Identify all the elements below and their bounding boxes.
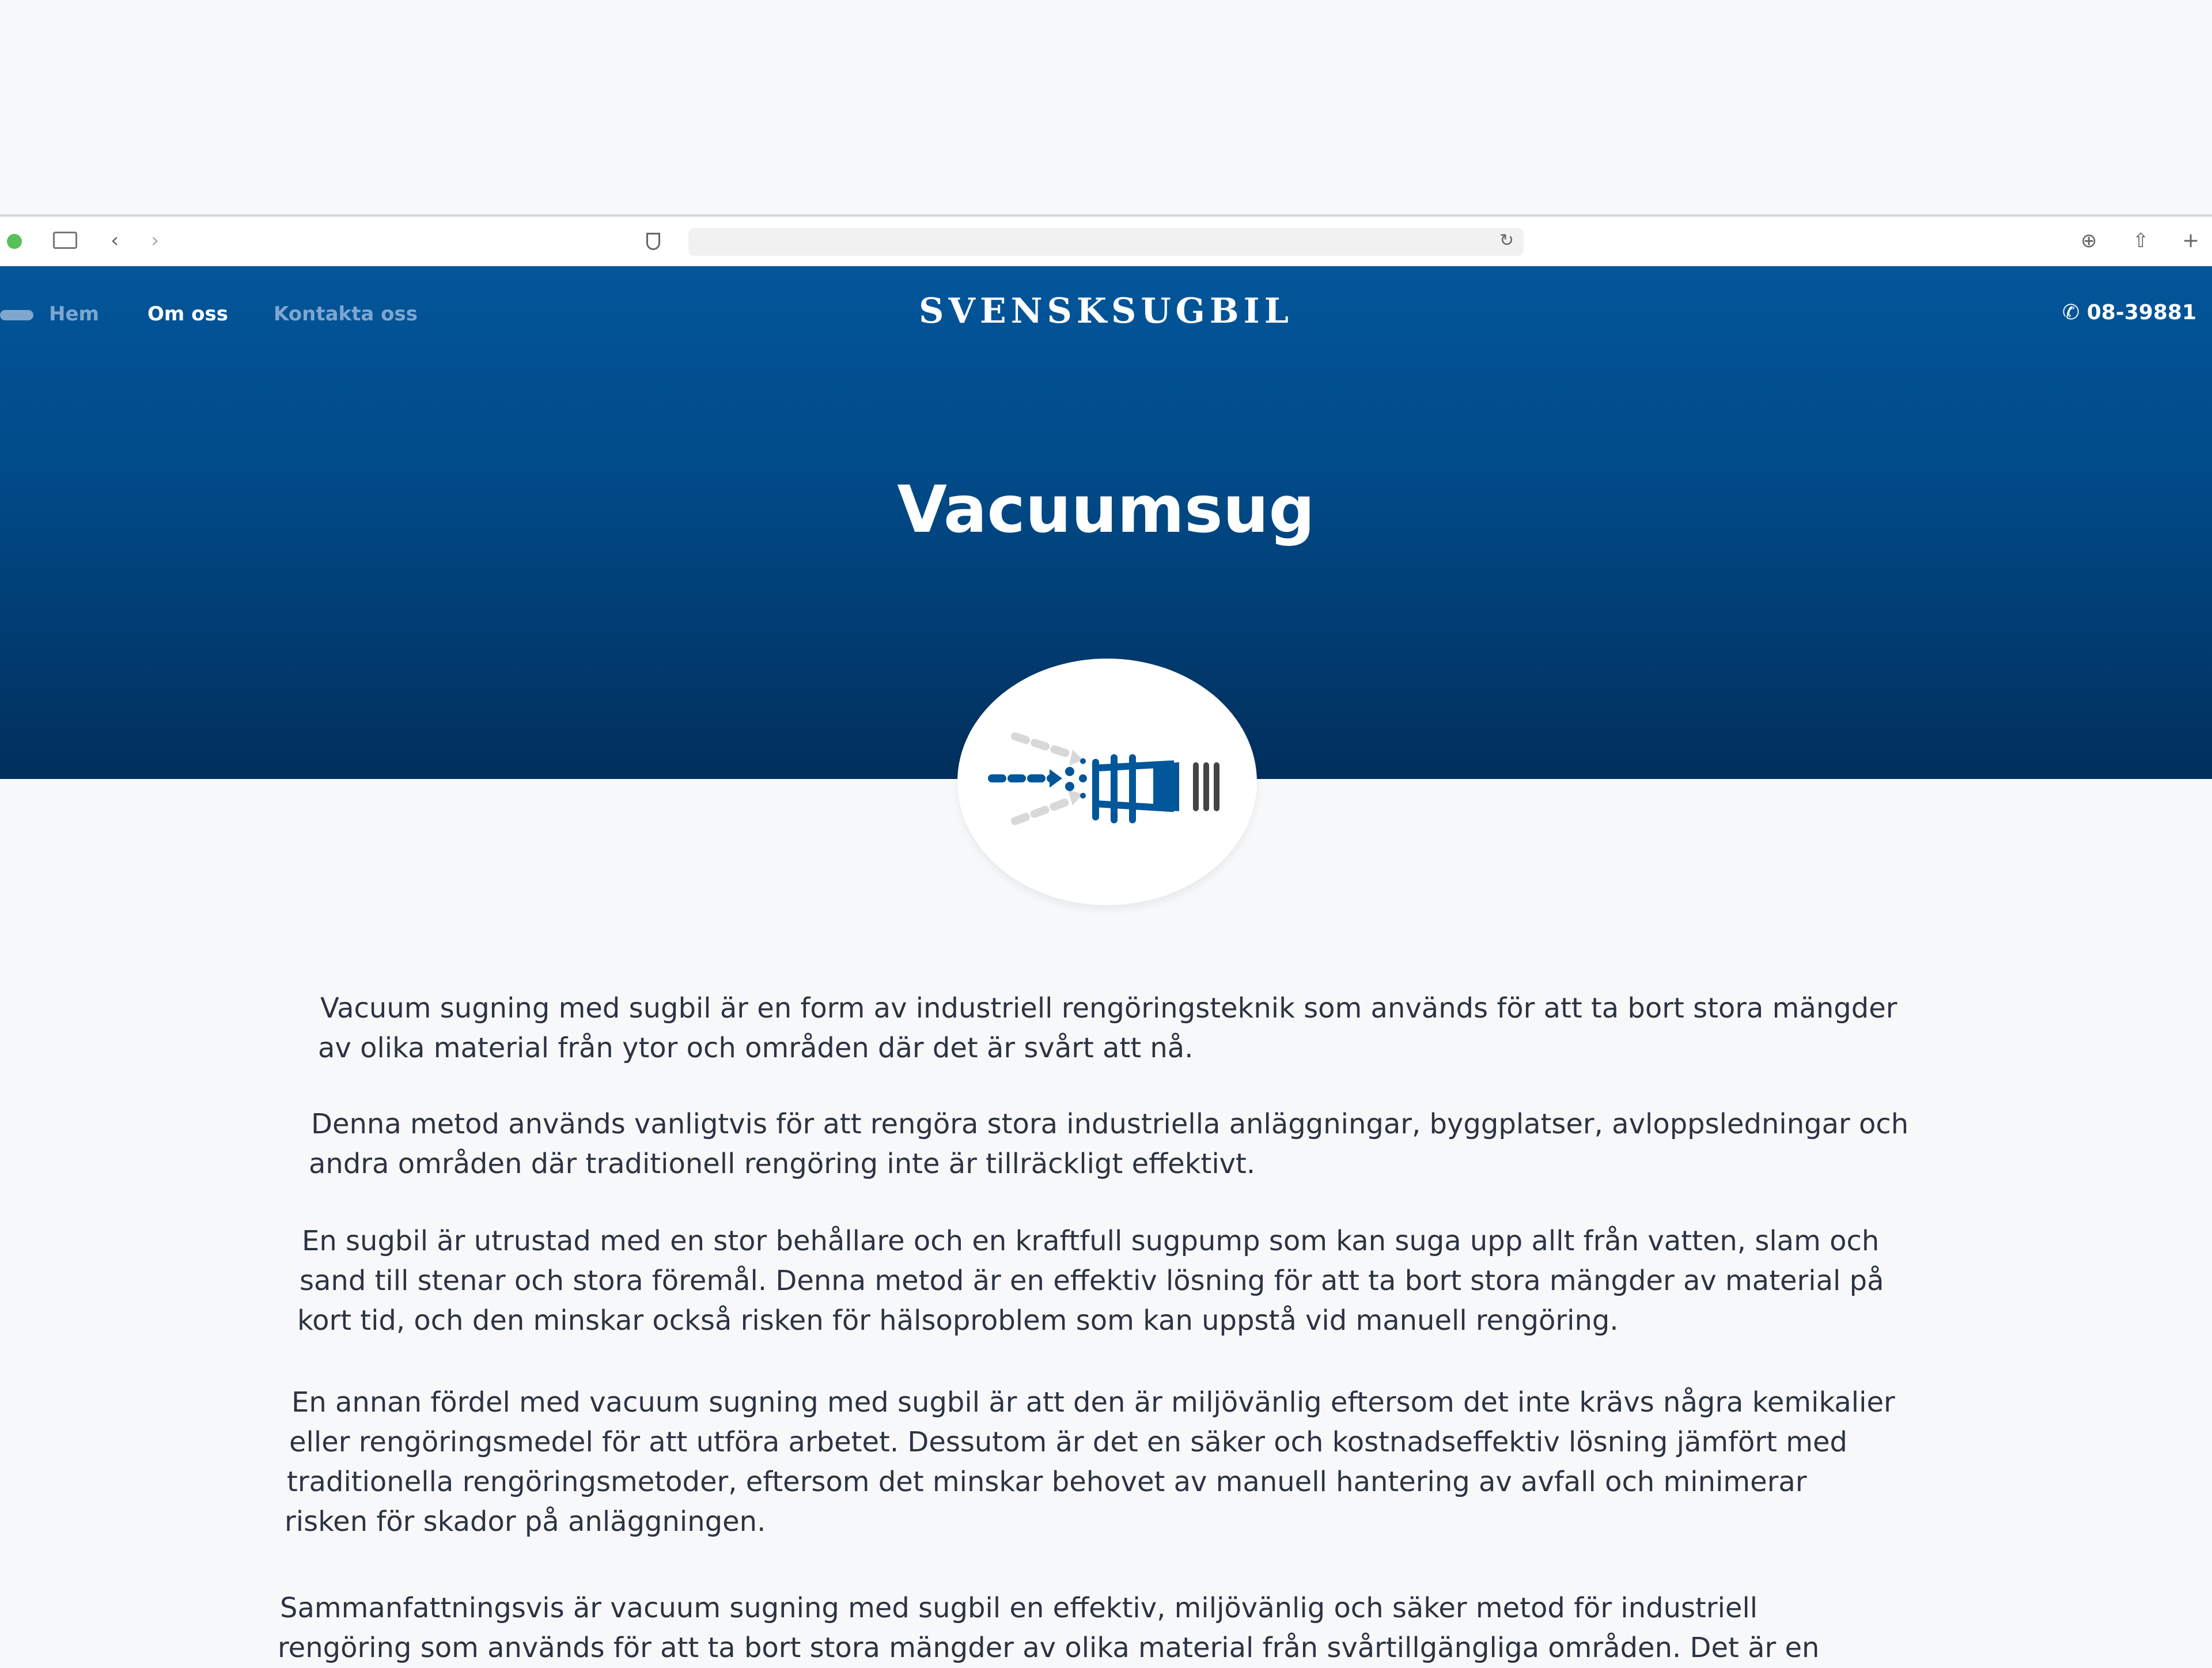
back-icon[interactable]: ‹ (111, 229, 119, 252)
nav-om-oss[interactable]: Om oss (147, 302, 229, 326)
paragraph-line: av olika material från ytor och områden där det är svårt att nå. (318, 1032, 1194, 1064)
paragraph-line: risken för skador på anläggningen. (285, 1506, 766, 1538)
paragraph-line: Sammanfattningsvis är vacuum sugning med sugbil en effektiv, miljövänlig och säker metod för industriell (280, 1592, 1758, 1624)
phone-icon: ✆ (2062, 301, 2087, 324)
address-bar[interactable] (688, 228, 1524, 256)
paragraph-line: Denna metod används vanligtvis för att rengöra stora industriella anläggningar, byggplatser, avloppsledningar och (311, 1108, 1909, 1140)
vacuum-nozzle-icon (957, 659, 1257, 905)
nav-hem[interactable]: Hem (49, 302, 99, 326)
page-title: Vacuumsug (897, 472, 1315, 547)
paragraph-line: kort tid, och den minskar också risken för hälsoproblem som kan uppstå vid manuell rengöring. (297, 1304, 1619, 1337)
article-paragraph (280, 1588, 1819, 1668)
sidebar-icon[interactable] (53, 232, 77, 249)
paragraph-line: traditionella rengöringsmetoder, eftersom det minskar behovet av manuell hantering av avfall och minimerar (287, 1466, 1807, 1498)
paragraph-line: En sugbil är utrustad med en stor behållare och en kraftfull sugpump som kan suga upp allt från vatten, slam och (302, 1225, 1880, 1257)
article-paragraph (320, 989, 1897, 1068)
forward-icon[interactable]: › (151, 229, 160, 252)
service-icon-badge (957, 659, 1257, 905)
site-logo[interactable]: SVENSKSUGBIL (919, 291, 1293, 331)
article-paragraph (297, 1221, 1884, 1341)
nav-kontakta-oss[interactable]: Kontakta oss (274, 302, 418, 326)
paragraph-line: andra områden där traditionell rengöring inte är tillräckligt effektivt. (309, 1148, 1256, 1180)
reload-icon[interactable]: ↻ (1499, 230, 1514, 251)
share-icon[interactable]: ⇧ (2133, 229, 2149, 252)
paragraph-line: eller rengöringsmedel för att utföra arbetet. Dessutom är det en säker och kostnadseffektiv lösning jämfört med (289, 1426, 1847, 1458)
paragraph-line: Vacuum sugning med sugbil är en form av industriell rengöringsteknik som används för att ta bort stora mängder (320, 992, 1897, 1024)
paragraph-line: sand till stenar och stora föremål. Denna metod är en effektiv lösning för att ta bort stora mängder av material på (300, 1265, 1884, 1297)
download-icon[interactable]: ⊕ (2081, 229, 2097, 252)
paragraph-line: rengöring som används för att ta bort stora mängder av olika material från svårtillgängliga områden. Det är en (278, 1632, 1820, 1664)
window-control-dot[interactable] (7, 234, 22, 249)
new-tab-icon[interactable]: + (2182, 229, 2200, 252)
paragraph-line: En annan fördel med vacuum sugning med sugbil är att den är miljövänlig eftersom det inte krävs några kemikalier (291, 1386, 1895, 1419)
article-paragraph (311, 1105, 1908, 1184)
browser-toolbar (0, 214, 2212, 266)
article-paragraph (285, 1383, 1895, 1542)
phone-link[interactable] (2062, 301, 2196, 324)
phone-number: 08-39881 (2086, 301, 2196, 324)
shield-icon (646, 233, 660, 250)
